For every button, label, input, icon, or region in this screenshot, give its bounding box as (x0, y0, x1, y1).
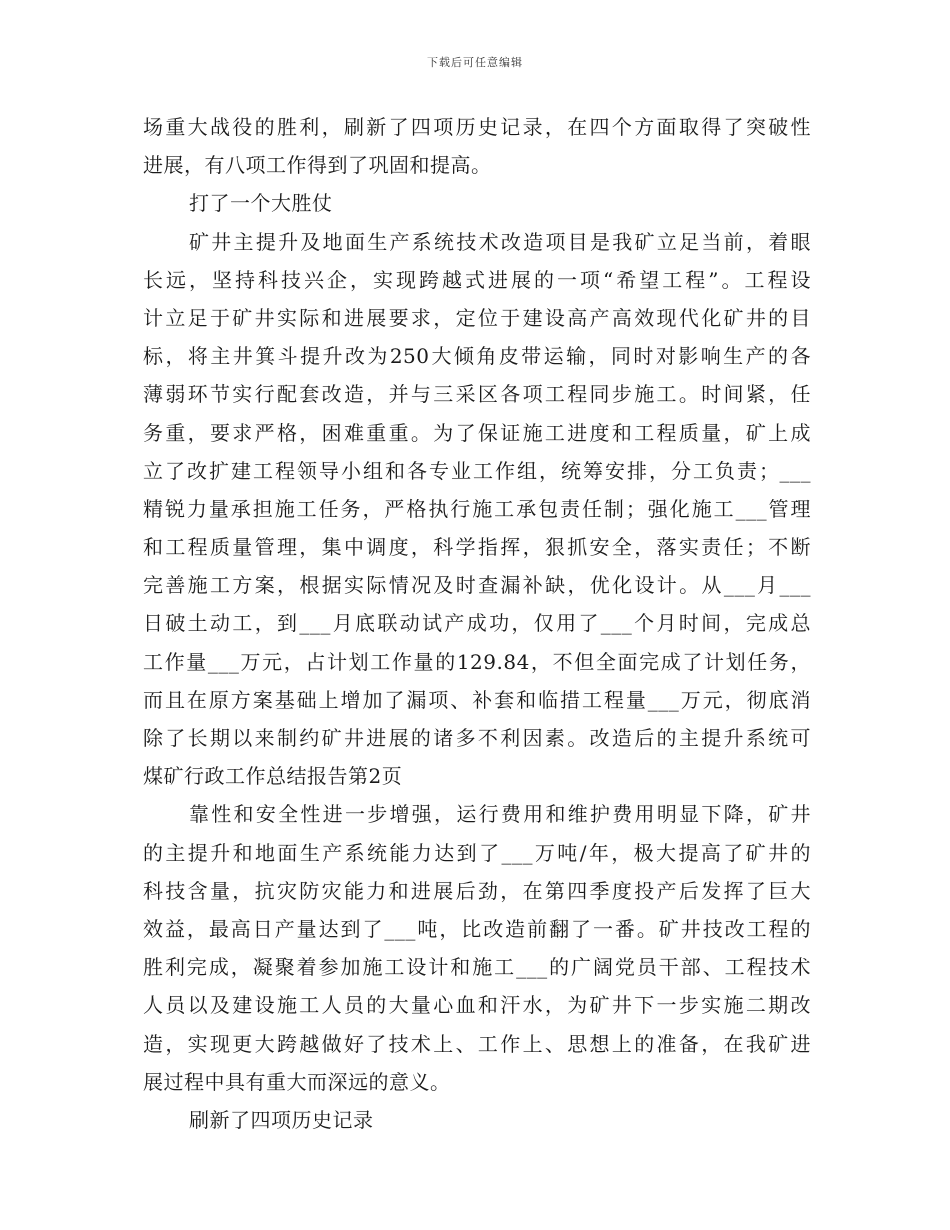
page-header: 下载后可任意编辑 (427, 56, 523, 69)
text-line: 人员以及建设施工人员的大量心血和汗水，为矿井下一步实施二期改 (143, 993, 811, 1018)
document-body (143, 108, 811, 1139)
text-line: 矿井主提升及地面生产系统技术改造项目是我矿立足当前，着眼 (189, 229, 811, 254)
text-line: 精锐力量承担施工任务，严格执行施工承包责任制；强化施工___管理 (143, 496, 811, 521)
text-line: 进展，有八项工作得到了巩固和提高。 (143, 153, 492, 178)
text-line: 胜利完成，凝聚着参加施工设计和施工___的广阔党员干部、工程技术 (143, 955, 811, 980)
text-line: 长远，坚持科技兴企，实现跨越式进展的一项“希望工程”。工程设 (143, 267, 811, 292)
text-line: 薄弱环节实行配套改造，并与三采区各项工程同步施工。时间紧，任 (143, 382, 811, 407)
text-line: 而且在原方案基础上增加了漏项、补套和临措工程量___万元，彻底消 (143, 687, 811, 712)
text-line: 展过程中具有重大而深远的意义。 (143, 1069, 451, 1094)
text-line: 科技含量，抗灾防灾能力和进展后劲，在第四季度投产后发挥了巨大 (143, 878, 811, 903)
text-line: 效益，最高日产量达到了___吨，比改造前翻了一番。矿井技改工程的 (143, 916, 811, 941)
text-line: 务重，要求严格，困难重重。为了保证施工进度和工程质量，矿上成 (143, 420, 811, 445)
text-line: 立了改扩建工程领导小组和各专业工作组，统筹安排，分工负责；___ (143, 458, 811, 483)
text-line: 的主提升和地面生产系统能力达到了___万吨/年，极大提高了矿井的 (143, 840, 811, 865)
text-line: 煤矿行政工作总结报告第2页 (143, 764, 403, 789)
text-line: 日破土动工，到___月底联动试产成功，仅用了___个月时间，完成总 (143, 611, 811, 636)
text-line: 工作量___万元，占计划工作量的129.84，不但全面完成了计划任务， (143, 649, 811, 674)
text-line: 靠性和安全性进一步增强，运行费用和维护费用明显下降，矿井 (189, 802, 811, 827)
section-heading: 打了一个大胜仗 (189, 191, 333, 216)
text-line: 完善施工方案，根据实际情况及时查漏补缺，优化设计。从___月___ (143, 573, 811, 598)
text-line: 造，实现更大跨越做好了技术上、工作上、思想上的准备，在我矿进 (143, 1031, 811, 1056)
text-line: 标，将主井箕斗提升改为250大倾角皮带运输，同时对影响生产的各 (143, 344, 811, 369)
text-line: 场重大战役的胜利，刷新了四项历史记录，在四个方面取得了突破性 (143, 115, 811, 139)
text-line: 除了长期以来制约矿井进展的诸多不利因素。改造后的主提升系统可 (143, 726, 811, 750)
section-heading: 刷新了四项历史记录 (189, 1107, 374, 1132)
text-line: 和工程质量管理，集中调度，科学指挥，狠抓安全，落实责任；不断 (143, 535, 811, 560)
text-line: 计立足于矿井实际和进展要求，定位于建设高产高效现代化矿井的目 (143, 305, 811, 330)
